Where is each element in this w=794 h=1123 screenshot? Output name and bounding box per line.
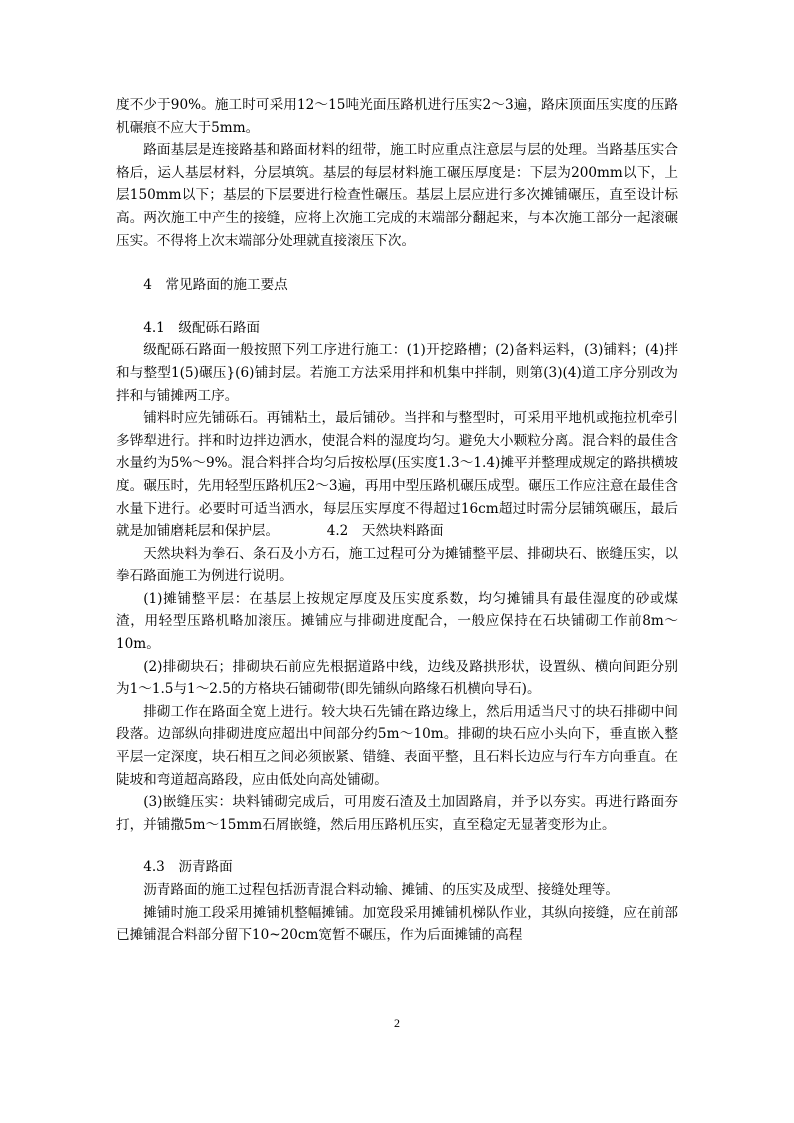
body-text <box>116 94 678 947</box>
paragraph-block-step3: (3)嵌缝压实：块料铺砌完成后，可用废石渣及土加固路肩，并予以夯实。再进行路面夯打，并铺撒5m～15mm石屑嵌缝，然后用压路机压实，直至稳定无显著变形为止。 <box>116 794 678 833</box>
paragraph-base-layer: 路面基层是连接路基和路面材料的纽带，施工时应重点注意层与层的处理。当路基压实合格后，运人基层材料，分层填筑。基层的每层材料施工碾压厚度是：下层为200mm以下，上层150mm以下；基层的下层要进行检查性碾压。基层上层应进行多次摊铺碾压，直至设计标高。两次施工中产生的接缝，应将上次施工完成的末端部分翻起来，与本次施工部分一起滚碾压实。不得将上次末端部分处理就直接滚压下次。 <box>116 142 678 249</box>
paragraph-gravel-laying: 铺料时应先铺砾石。再铺粘土，最后铺砂。当拌和与整型时，可采用平地机或拖拉机牵引多铧犁进行。拌和时边拌边洒水，使混合料的湿度均匀。避免大小颗粒分离。混合料的最佳含水量约为5%～9%。混合料拌合均匀后按松厚(压实度1.3～1.4)摊平并整理成规定的路拱横坡度。碾压时，先用轻型压路机压2～3遍，再用中型压路机碾压成型。碾压工作应注意在最佳含水量下进行。必要时可适当洒水，每层压实厚度不得超过16cm超过时需分层铺筑碾压，最后就是加铺磨耗层和保护层。 4.2 天然块料路面 <box>116 410 678 540</box>
paragraph-asphalt-paving: 摊铺时施工段采用摊铺机整幅摊铺。加宽段采用摊铺机梯队作业，其纵向接缝，应在前部已摊铺混合料部分留下10~20cm宽暂不碾压，作为后面摊铺的高程 <box>116 904 678 944</box>
page-number: 2 <box>394 1016 400 1030</box>
paragraph-block-intro: 天然块料为拳石、条石及小方石，施工过程可分为摊铺整平层、排砌块石、嵌缝压实，以拳石路面施工为例进行说明。 <box>116 545 678 585</box>
section-heading: 4 常见路面的施工要点 <box>143 277 288 294</box>
paragraph-block-laying: 排砌工作在路面全宽上进行。较大块石先铺在路边缘上，然后用适当尺寸的块石排砌中间段落。边部纵向排砌进度应超出中间部分约5m～10m。排砌的块石应小头向下，垂直嵌入整平层一定深度，块石相互之间必须嵌紧、错缝、表面平整，且石料长边应与行车方向垂直。在陡坡和弯道超高路段，应由低处向高处铺砌。 <box>116 703 678 788</box>
paragraph-block-step2: (2)排砌块石；排砌块石前应先根据道路中线，边线及路拱形状，设置纵、横向间距分别为1～1.5与1～2.5的方格块石铺砌带(即先铺纵向路缘石机横向导石)。 <box>116 658 678 698</box>
paragraph-block-step1: (1)摊铺整平层：在基层上按规定厚度及压实度系数，均匀摊铺具有最佳湿度的砂或煤渣，用轻型压路机略加滚压。摊铺应与排砌进度配合，一般应保持在石块铺砌工作前8m～10m。 <box>116 590 678 653</box>
subsection-heading-gravel: 4.1 级配砾石路面 <box>143 319 260 336</box>
paragraph-asphalt-process: 沥青路面的施工过程包括沥青混合料动输、摊铺、的压实及成型、接缝处理等。 <box>143 882 619 898</box>
paragraph-gravel-procedure: 级配砾石路面一般按照下列工序进行施工：(1)开挖路槽；(2)备料运料，(3)铺料；(4)拌和与整型1(5)碾压}(6)铺封层。若施工方法采用拌和机集中拌制，则第(3)(4)道工序分别改为拌和与铺摊两工序。 <box>116 342 678 404</box>
subsection-heading-asphalt: 4.3 沥青路面 <box>143 859 233 876</box>
paragraph-continued: 度不少于90%。施工时可采用12～15吨光面压路机进行压实2～3遍，路床顶面压实度的压路机碾痕不应大于5mm。 <box>116 97 678 136</box>
